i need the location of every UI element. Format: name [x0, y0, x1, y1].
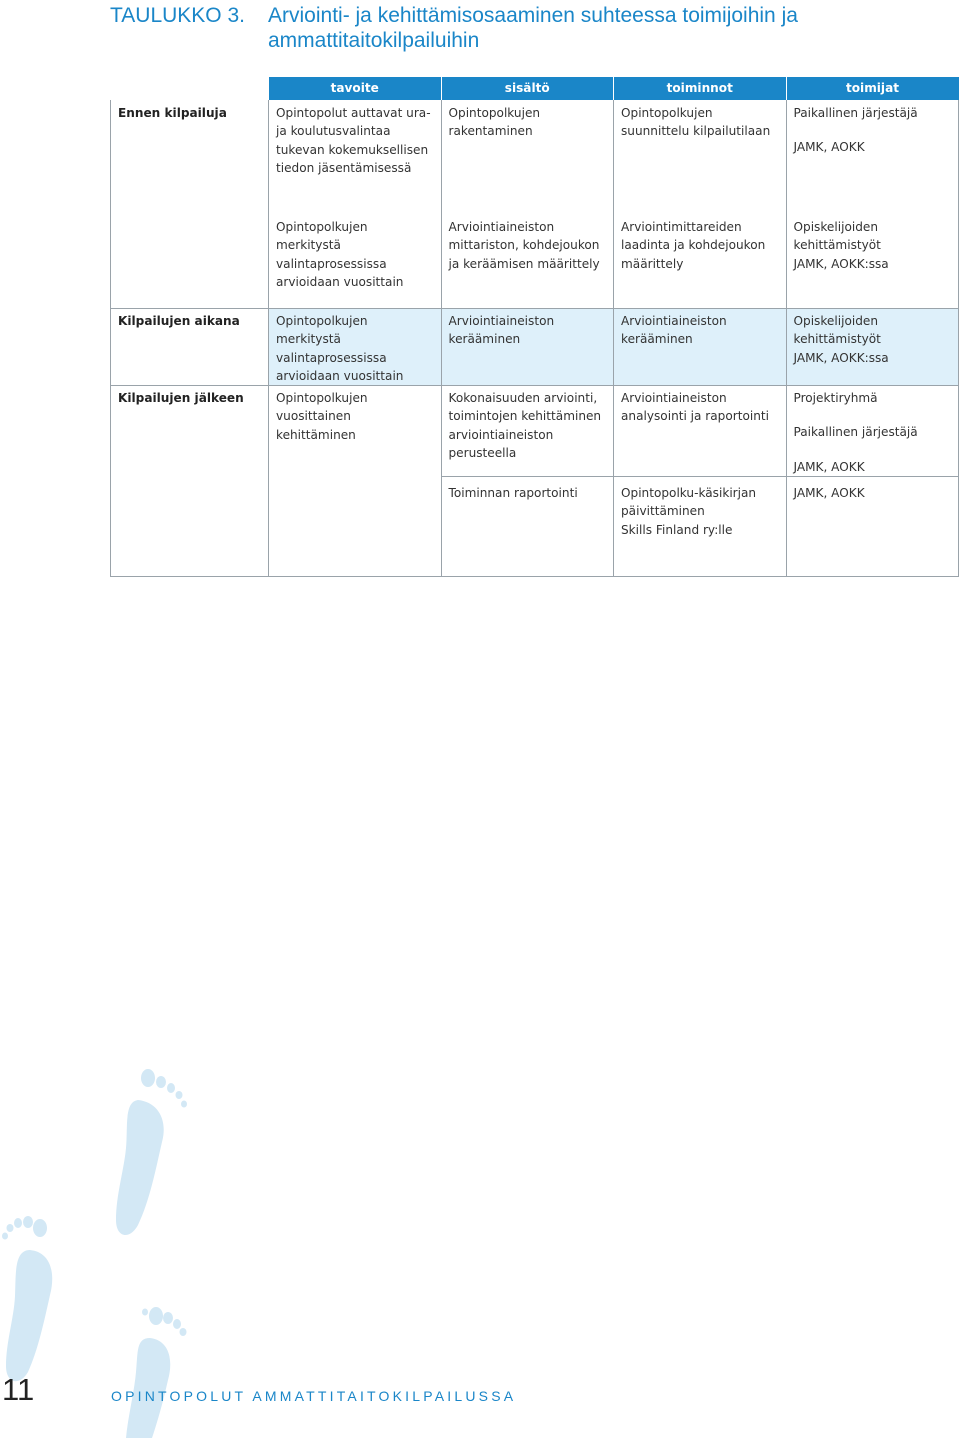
table-cell: Opintopolkujen vuosittainen kehittäminen: [269, 386, 442, 577]
table-label: TAULUKKO 3.: [110, 4, 245, 27]
row-label-during: Kilpailujen aikana: [111, 309, 269, 386]
column-header-sisalto: sisältö: [441, 77, 614, 100]
table-cell: JAMK, AOKK: [786, 477, 959, 577]
assessment-table: [110, 77, 959, 577]
table-cell: [786, 100, 959, 214]
table-header-row: [111, 77, 959, 100]
table-cell: Arviointiaineiston mittariston, kohdejoukon ja keräämisen määrittely: [441, 214, 614, 309]
header-corner: [111, 77, 269, 100]
row-label-text: Kilpailujen jälkeen: [118, 391, 244, 406]
page-number: 11: [2, 1372, 35, 1407]
table-cell: [786, 386, 959, 477]
table-cell: [614, 477, 787, 577]
cell-line: Opiskelijoiden kehittämistyöt: [793, 314, 881, 347]
column-header-tavoite: tavoite: [269, 77, 442, 100]
cell-line: JAMK, AOKK: [793, 140, 865, 155]
table-cell: Arviointiaineiston analysointi ja raportointi: [614, 386, 787, 477]
table-cell: Opintopolkujen merkitystä valintaprosessissa arvioidaan vuosittain: [269, 309, 442, 386]
column-header-toiminnot: toiminnot: [614, 77, 787, 100]
table-cell: Opintopolkujen suunnittelu kilpailutilaan: [614, 100, 787, 214]
cell-line: Paikallinen järjestäjä: [793, 106, 918, 120]
table-cell: Toiminnan raportointi: [441, 477, 614, 577]
cell-line: Opintopolku-käsikirjan päivittäminen: [621, 486, 757, 519]
table-cell: Arviointimittareiden laadinta ja kohdejoukon määrittely: [614, 214, 787, 309]
table-cell: Arviointiaineiston kerääminen: [441, 309, 614, 386]
table-cell: Opintopolut auttavat ura- ja koulutusvalintaa tukevan kokemuksellisen tiedon jäsentämisessä: [269, 100, 442, 214]
table-heading: Arviointi- ja kehittämisosaaminen suhteessa toimijoihin ja ammattitaitokilpailuihin: [268, 4, 798, 52]
table-row: [111, 309, 959, 386]
column-header-toimijat: toimijat: [786, 77, 959, 100]
table-cell: Kokonaisuuden arviointi, toimintojen kehittäminen arviointiaineiston perusteella: [441, 386, 614, 477]
table-row: [111, 386, 959, 477]
cell-line: JAMK, AOKK: [793, 459, 865, 474]
cell-line: Paikallinen järjestäjä: [793, 425, 918, 440]
cell-line: JAMK, AOKK:ssa: [793, 256, 889, 271]
table-cell: Arviointiaineiston kerääminen: [614, 309, 787, 386]
table-cell: [786, 309, 959, 386]
row-label-before: [111, 100, 269, 309]
table-cell: [786, 214, 959, 309]
cell-line: Opiskelijoiden kehittämistyöt: [793, 220, 881, 253]
cell-line: Projektiryhmä: [793, 391, 878, 406]
publication-footer: OPINTOPOLUT AMMATTITAITOKILPAILUSSA: [111, 1388, 517, 1404]
row-label-text: Ennen kilpailuja: [118, 106, 227, 120]
table-cell: Opintopolkujen merkitystä valintaprosessissa arvioidaan vuosittain: [269, 214, 442, 309]
row-label-after: [111, 386, 269, 577]
table-cell: Opintopolkujen rakentaminen: [441, 100, 614, 214]
table-row: [111, 100, 959, 214]
cell-line: JAMK, AOKK:ssa: [793, 350, 889, 365]
cell-line: Skills Finland ry:lle: [621, 522, 733, 537]
